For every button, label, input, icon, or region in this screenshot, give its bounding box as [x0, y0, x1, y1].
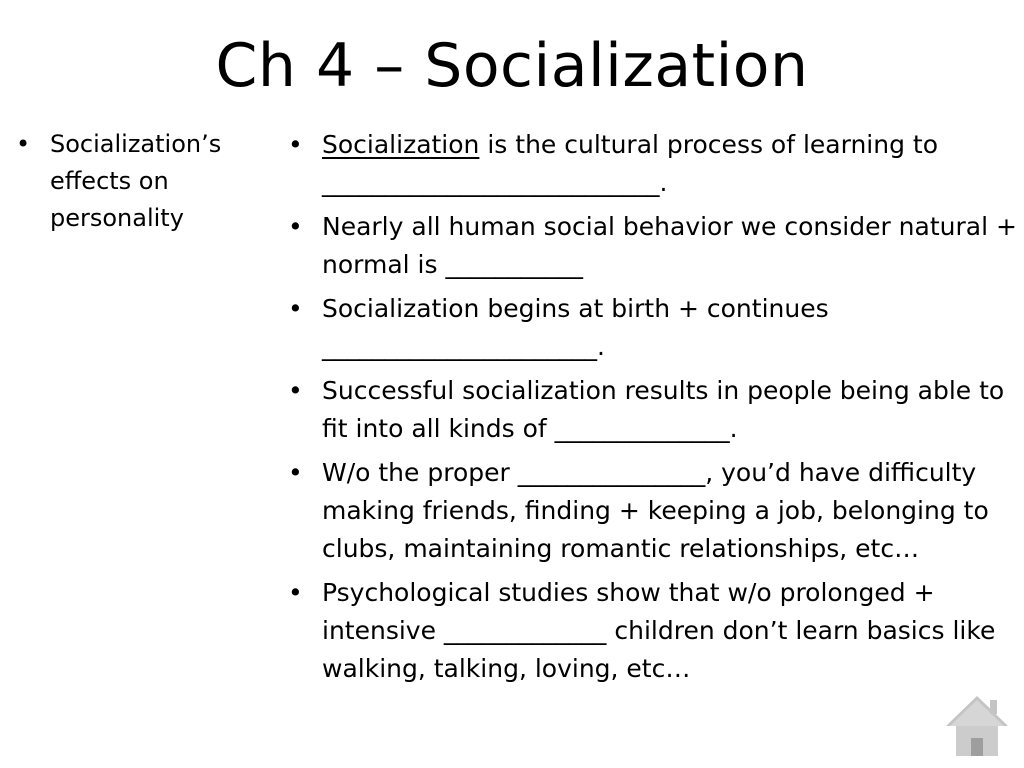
bullet-text: Psychological studies show that w/o prolonged + intensive _____________ children don’t learn basics like walking, talking, loving, etc… — [322, 578, 996, 683]
bullet-glyph: • — [288, 130, 303, 159]
bullet-glyph: • — [288, 578, 303, 607]
bullet-text: Socialization’s effects on personality — [50, 130, 222, 232]
bullet-glyph: • — [288, 212, 303, 241]
home-icon-chimney — [990, 700, 997, 714]
bullet-glyph: • — [288, 294, 303, 323]
bullet-glyph: • — [16, 130, 31, 158]
left-bullet-list — [12, 126, 262, 237]
right-bullet-item — [284, 126, 1020, 202]
bullet-glyph: • — [288, 376, 303, 405]
home-icon — [944, 692, 1010, 758]
right-bullet-item — [284, 290, 1020, 366]
bullet-text: Socialization begins at birth + continues ______________________. — [322, 294, 829, 361]
bullet-text: is the cultural process of learning to ___________________________. — [322, 130, 939, 197]
left-bullet-item — [12, 126, 262, 237]
key-term: Socialization — [322, 130, 480, 159]
home-icon-door — [971, 738, 983, 756]
right-bullet-item — [284, 574, 1020, 688]
right-bullet-item — [284, 208, 1020, 284]
bullet-text: Successful socialization results in people being able to fit into all kinds of ______________. — [322, 376, 1005, 443]
bullet-glyph: • — [288, 458, 303, 487]
bullet-text: W/o the proper _______________, you’d have difficulty making friends, finding + keeping a job, belonging to clubs, maintaining romantic relationships, etc… — [322, 458, 989, 563]
slide-title: Ch 4 – Socialization — [215, 31, 809, 101]
right-bullet-list — [284, 126, 1020, 694]
home-button[interactable] — [944, 692, 1010, 758]
right-bullet-item — [284, 454, 1020, 568]
bullet-text: Nearly all human social behavior we consider natural + normal is ___________ — [322, 212, 1017, 279]
right-bullet-item — [284, 372, 1020, 448]
